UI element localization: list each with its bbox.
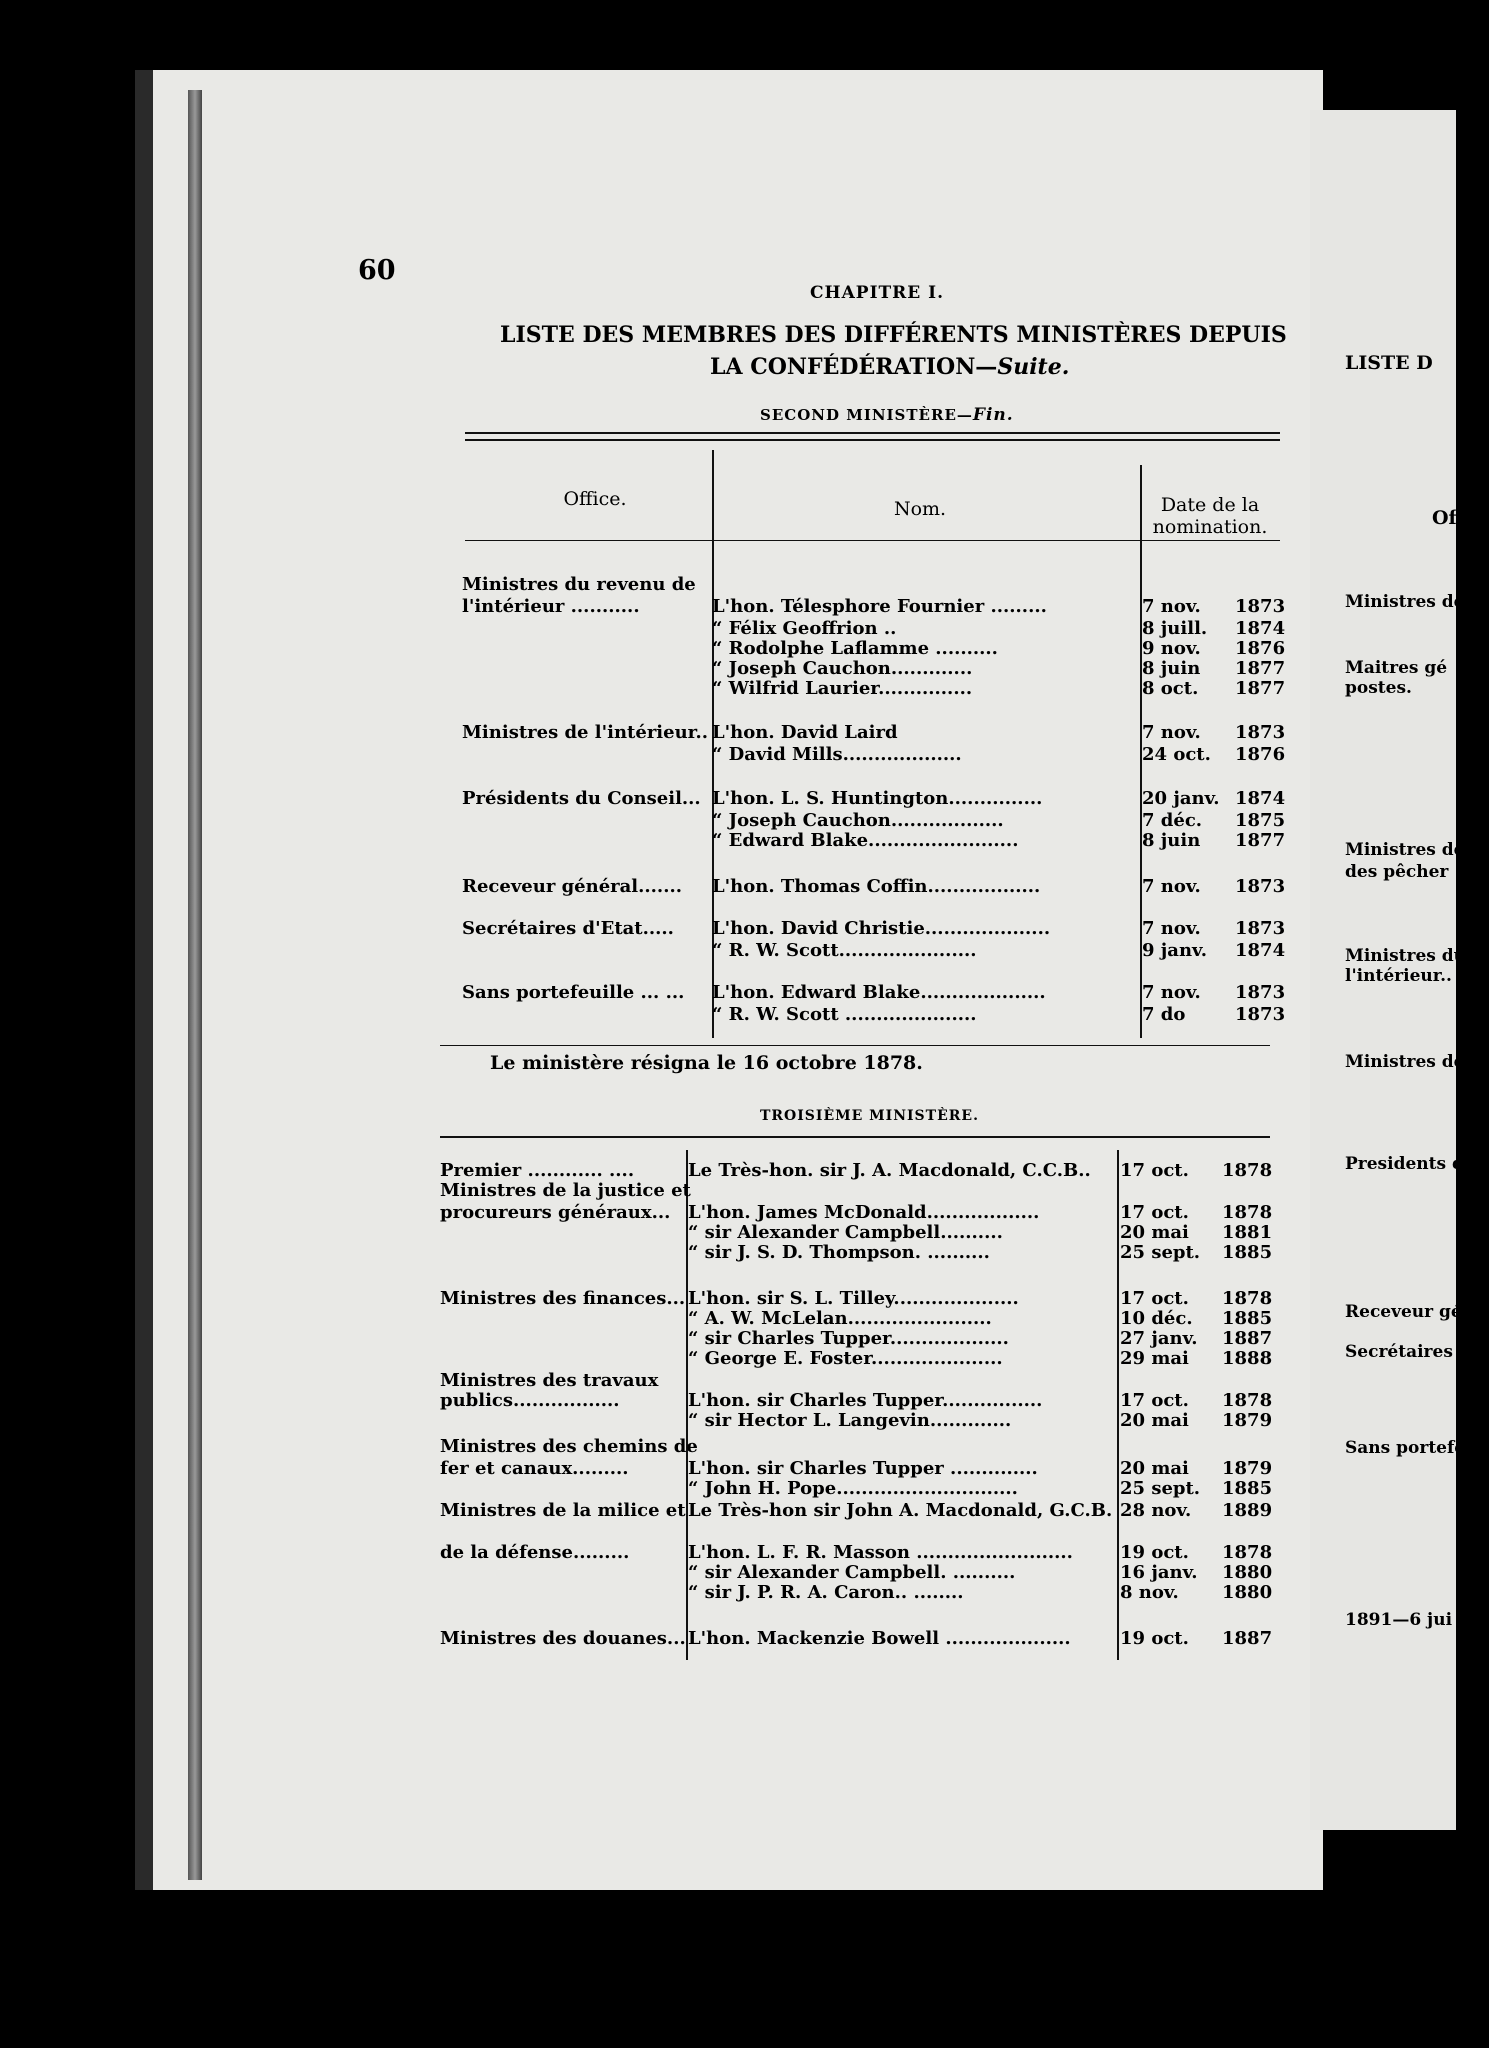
date-cell: 8 juill. xyxy=(1142,618,1208,639)
year-cell: 1880 xyxy=(1222,1582,1273,1603)
year-cell: 1878 xyxy=(1222,1288,1273,1309)
name-cell: L'hon. Mackenzie Bowell .................... xyxy=(688,1628,1071,1649)
date-cell: 7 nov. xyxy=(1142,982,1201,1003)
name-cell: L'hon. sir Charles Tupper .............. xyxy=(688,1458,1038,1479)
year-cell: 1874 xyxy=(1235,788,1286,809)
name-cell: “ sir Charles Tupper................... xyxy=(688,1328,1009,1349)
year-cell: 1877 xyxy=(1235,678,1286,699)
year-cell: 1878 xyxy=(1222,1542,1273,1563)
office-cell: Ministres de la justice et xyxy=(440,1180,691,1201)
office-cell: Ministres des travaux xyxy=(440,1370,659,1391)
date-cell: 8 nov. xyxy=(1120,1582,1179,1603)
name-cell: “ George E. Foster..................... xyxy=(688,1348,1003,1369)
year-cell: 1876 xyxy=(1235,638,1286,659)
date-cell: 8 juin xyxy=(1142,830,1201,851)
right-page-line: l'intérieur.. xyxy=(1345,966,1452,986)
table1-bottom-rule xyxy=(440,1045,1270,1046)
name-cell: “ David Mills................... xyxy=(712,744,962,765)
date-cell: 20 mai xyxy=(1120,1458,1189,1479)
right-page-line: Ministres de xyxy=(1345,840,1465,860)
year-cell: 1873 xyxy=(1235,982,1286,1003)
date-cell: 25 sept. xyxy=(1120,1478,1201,1499)
date-cell: 10 déc. xyxy=(1120,1308,1193,1329)
date-cell: 7 do xyxy=(1142,1004,1186,1025)
right-page-line: Presidents du xyxy=(1345,1154,1477,1174)
name-cell: “ R. W. Scott ..................... xyxy=(712,1004,977,1025)
page-title-line2: LA CONFÉDÉRATION—Suite. xyxy=(710,354,1070,380)
date-cell: 19 oct. xyxy=(1120,1542,1189,1563)
name-cell: L'hon. James McDonald.................. xyxy=(688,1202,1040,1223)
year-cell: 1889 xyxy=(1222,1500,1273,1521)
year-cell: 1880 xyxy=(1222,1562,1273,1583)
year-cell: 1873 xyxy=(1235,722,1286,743)
table2-top-rule xyxy=(440,1136,1270,1138)
page-number: 60 xyxy=(358,255,396,286)
name-cell: “ Joseph Cauchon.................. xyxy=(712,810,1004,831)
office-cell: Secrétaires d'Etat..... xyxy=(462,918,674,939)
right-page-line: Ministres de xyxy=(1345,592,1465,612)
right-page-line: Receveur géné xyxy=(1345,1302,1485,1322)
name-cell: L'hon. David Laird xyxy=(712,722,898,743)
year-cell: 1887 xyxy=(1222,1628,1273,1649)
year-cell: 1876 xyxy=(1235,744,1286,765)
year-cell: 1887 xyxy=(1222,1328,1273,1349)
office-cell: Ministres de la milice et xyxy=(440,1500,686,1521)
date-cell: 27 janv. xyxy=(1120,1328,1198,1349)
year-cell: 1878 xyxy=(1222,1160,1273,1181)
year-cell: 1879 xyxy=(1222,1458,1273,1479)
name-cell: Le Très-hon. sir J. A. Macdonald, C.C.B.. xyxy=(688,1160,1091,1181)
office-cell: fer et canaux......... xyxy=(440,1458,629,1479)
office-cell: Présidents du Conseil... xyxy=(462,788,701,809)
date-cell: 9 janv. xyxy=(1142,940,1207,961)
name-cell: L'hon. sir Charles Tupper................ xyxy=(688,1390,1043,1411)
right-page-line: Sans portefeui xyxy=(1345,1438,1484,1458)
date-cell: 7 nov. xyxy=(1142,876,1201,897)
table-top-rule xyxy=(465,432,1280,434)
year-cell: 1885 xyxy=(1222,1478,1273,1499)
name-cell: “ Rodolphe Laflamme .......... xyxy=(712,638,998,659)
date-cell: 7 nov. xyxy=(1142,722,1201,743)
year-cell: 1881 xyxy=(1222,1222,1273,1243)
col-divider-4 xyxy=(1117,1150,1119,1660)
name-cell: L'hon. Edward Blake.................... xyxy=(712,982,1046,1003)
year-cell: 1888 xyxy=(1222,1348,1273,1369)
date-cell: 9 nov. xyxy=(1142,638,1201,659)
name-cell: “ sir Alexander Campbell.......... xyxy=(688,1222,1003,1243)
right-page-title: LISTE D xyxy=(1345,352,1433,374)
book-gutter xyxy=(188,90,202,1880)
date-cell: 24 oct. xyxy=(1142,744,1211,765)
column-header-date: Date de la nomination. xyxy=(1152,494,1268,538)
office-cell: Receveur général....... xyxy=(462,876,682,897)
name-cell: “ Joseph Cauchon............. xyxy=(712,658,973,679)
name-cell: L'hon. Thomas Coffin.................. xyxy=(712,876,1041,897)
name-cell: “ Wilfrid Laurier............... xyxy=(712,678,973,699)
year-cell: 1877 xyxy=(1235,658,1286,679)
date-cell: 17 oct. xyxy=(1120,1390,1189,1411)
name-cell: “ John H. Pope............................. xyxy=(688,1478,1018,1499)
date-cell: 20 mai xyxy=(1120,1410,1189,1431)
chapter-heading: CHAPITRE I. xyxy=(810,283,945,303)
date-cell: 8 oct. xyxy=(1142,678,1199,699)
year-cell: 1885 xyxy=(1222,1308,1273,1329)
header-rule xyxy=(465,540,1280,541)
year-cell: 1885 xyxy=(1222,1242,1273,1263)
office-cell: de la défense......... xyxy=(440,1542,630,1563)
name-cell: “ R. W. Scott...................... xyxy=(712,940,977,961)
office-cell: Ministres du revenu de xyxy=(462,574,696,595)
year-cell: 1877 xyxy=(1235,830,1286,851)
right-page-line: Maitres gé xyxy=(1345,658,1448,678)
resignation-note: Le ministère résigna le 16 octobre 1878. xyxy=(490,1052,923,1074)
right-page-header: Of xyxy=(1432,507,1457,529)
year-cell: 1873 xyxy=(1235,876,1286,897)
column-header-nom: Nom. xyxy=(893,498,947,520)
name-cell: L'hon. L. S. Huntington............... xyxy=(712,788,1043,809)
date-cell: 20 mai xyxy=(1120,1222,1189,1243)
year-cell: 1875 xyxy=(1235,810,1286,831)
table-top-rule-2 xyxy=(465,439,1280,441)
date-cell: 28 nov. xyxy=(1120,1500,1192,1521)
office-cell: Ministres des finances... xyxy=(440,1288,686,1309)
office-cell: l'intérieur ........... xyxy=(462,596,640,617)
date-cell: 8 juin xyxy=(1142,658,1201,679)
name-cell: “ sir J. S. D. Thompson. .......... xyxy=(688,1242,990,1263)
date-cell: 19 oct. xyxy=(1120,1628,1189,1649)
section-second-ministry: SECOND MINISTÈRE—Fin. xyxy=(760,405,1014,425)
year-cell: 1873 xyxy=(1235,918,1286,939)
right-page-line: postes. xyxy=(1345,678,1412,698)
section-third-ministry: TROISIÈME MINISTÈRE. xyxy=(760,1108,979,1124)
date-cell: 17 oct. xyxy=(1120,1202,1189,1223)
right-page-line: Ministres du xyxy=(1345,946,1467,966)
date-cell: 17 oct. xyxy=(1120,1160,1189,1181)
office-cell: Ministres des chemins de xyxy=(440,1436,698,1457)
year-cell: 1879 xyxy=(1222,1410,1273,1431)
right-page-line: 1891—6 jui xyxy=(1345,1610,1453,1630)
date-cell: 16 janv. xyxy=(1120,1562,1198,1583)
office-cell: Premier ............ .... xyxy=(440,1160,635,1181)
right-page-line: Ministres de l xyxy=(1345,1052,1477,1072)
name-cell: L'hon. sir S. L. Tilley.................... xyxy=(688,1288,1019,1309)
office-cell: publics................. xyxy=(440,1390,620,1411)
date-cell: 29 mai xyxy=(1120,1348,1189,1369)
name-cell: “ sir Hector L. Langevin............. xyxy=(688,1410,1012,1431)
name-cell: “ sir J. P. R. A. Caron.. ........ xyxy=(688,1582,964,1603)
column-header-office: Office. xyxy=(563,488,627,510)
right-page-line: Secrétaires d'E xyxy=(1345,1342,1489,1362)
date-cell: 20 janv. xyxy=(1142,788,1220,809)
date-cell: 7 nov. xyxy=(1142,596,1201,617)
name-cell: “ A. W. McLelan....................... xyxy=(688,1308,992,1329)
year-cell: 1874 xyxy=(1235,618,1286,639)
date-cell: 25 sept. xyxy=(1120,1242,1201,1263)
year-cell: 1874 xyxy=(1235,940,1286,961)
name-cell: “ Edward Blake........................ xyxy=(712,830,1019,851)
name-cell: “ sir Alexander Campbell. .......... xyxy=(688,1562,1016,1583)
name-cell: “ Félix Geoffrion .. xyxy=(712,618,897,639)
page-title-line1: LISTE DES MEMBRES DES DIFFÉRENTS MINISTÈRES DEPUIS xyxy=(500,322,1287,348)
date-cell: 17 oct. xyxy=(1120,1288,1189,1309)
name-cell: L'hon. David Christie.................... xyxy=(712,918,1051,939)
date-cell: 7 nov. xyxy=(1142,918,1201,939)
year-cell: 1878 xyxy=(1222,1202,1273,1223)
name-cell: L'hon. Télesphore Fournier ......... xyxy=(712,596,1047,617)
office-cell: Ministres de l'intérieur.. xyxy=(462,722,709,743)
office-cell: procureurs généraux... xyxy=(440,1202,671,1223)
date-cell: 7 déc. xyxy=(1142,810,1203,831)
office-cell: Sans portefeuille ... ... xyxy=(462,982,685,1003)
year-cell: 1878 xyxy=(1222,1390,1273,1411)
name-cell: L'hon. L. F. R. Masson ......................... xyxy=(688,1542,1073,1563)
year-cell: 1873 xyxy=(1235,1004,1286,1025)
year-cell: 1873 xyxy=(1235,596,1286,617)
name-cell: Le Très-hon sir John A. Macdonald, G.C.B. xyxy=(688,1500,1113,1521)
office-cell: Ministres des douanes... xyxy=(440,1628,686,1649)
right-page-line: des pêcher xyxy=(1345,862,1449,882)
